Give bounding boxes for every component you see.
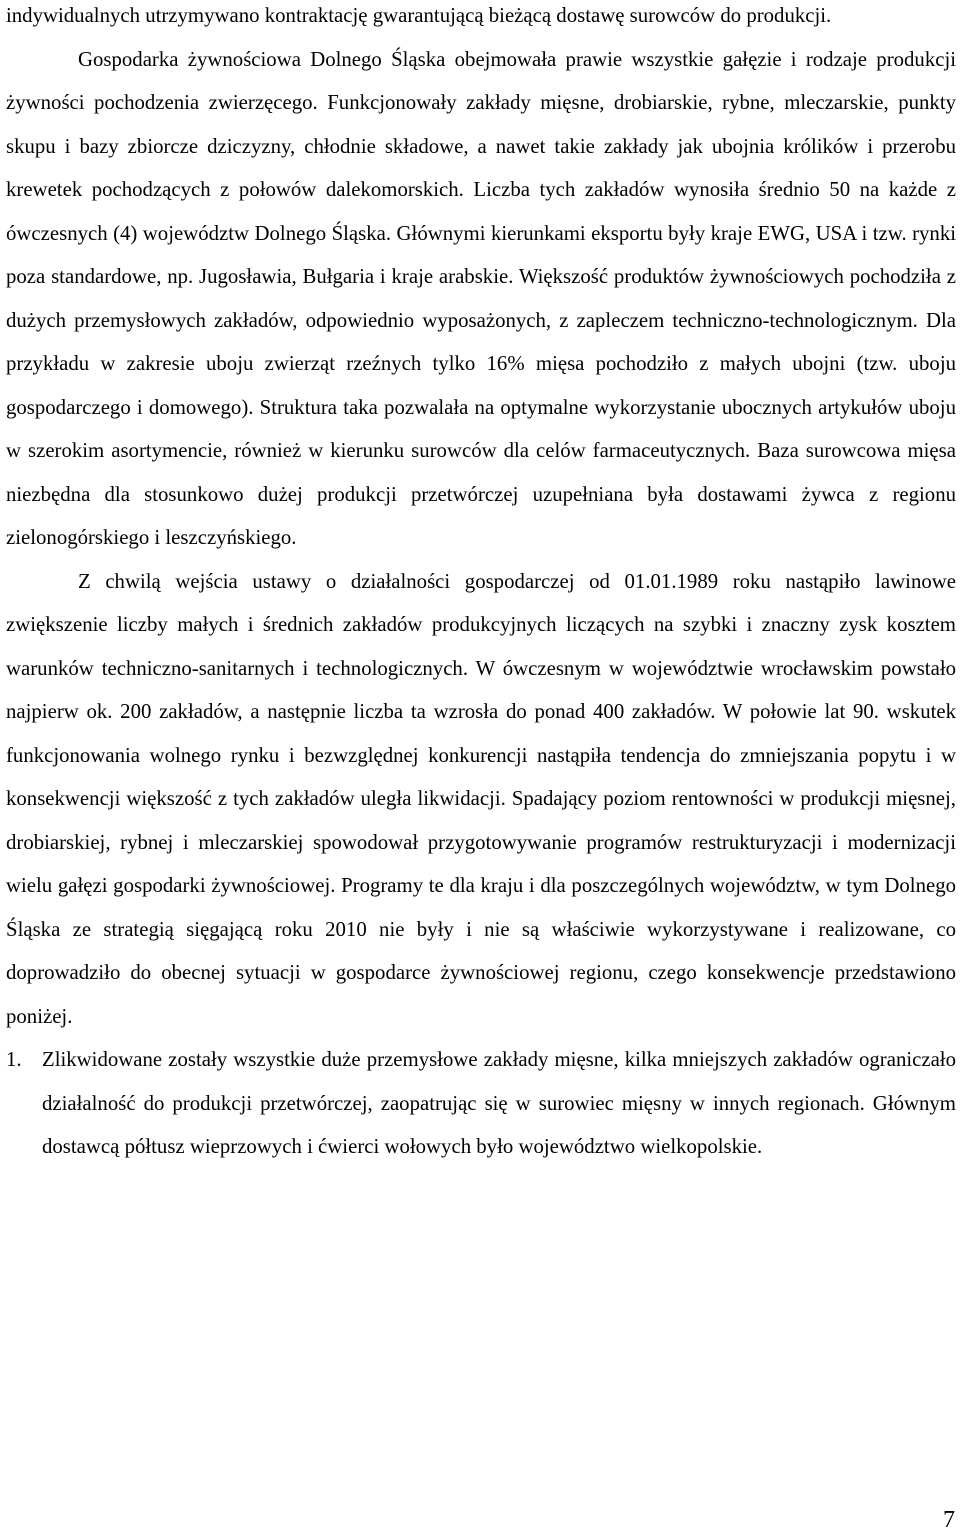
paragraph-continuation: indywidualnych utrzymywano kontraktację gwarantującą bieżącą dostawę surowców do produkcji. xyxy=(6,4,832,27)
paragraph-food-economy: Gospodarka żywnościowa Dolnego Śląska obejmowała prawie wszystkie gałęzie i rodzaje produkcji żywności pochodzenia zwierzęcego. Funkcjonowały zakłady mięsne, drobiarskie, rybne, mleczarskie, punkty skupu i bazy zbiorcze dziczyzny, chłodnie składowe, a nawet takie zakłady jak ubojnia królików i przerobu krewetek pochodzących z połowów dalekomorskich. Liczba tych zakładów wynosiła średnio 50 na każde z ówczesnych (4) województw Dolnego Śląska. Głównymi kierunkami eksportu były kraje EWG, USA i tzw. rynki poza standardowe, np. Jugosławia, Bułgaria i kraje arabskie. Większość produktów żywnościowych pochodziła z dużych przemysłowych zakładów, odpowiednio wyposażonych, z zapleczem techniczno-technologicznym. Dla przykładu w zakresie uboju zwierząt rzeźnych tylko 16% mięsa pochodziło z małych ubojni (tzw. uboju gospodarczego i domowego). Struktura taka pozwalała na optymalne wykorzystanie ubocznych artykułów uboju w szerokim asortymencie, również w kierunku surowców dla celów farmaceutycznych. Baza surowcowa mięsa niezbędna dla stosunkowo dużej produkcji przetwórczej uzupełniana była dostawami żywca z regionu zielonogórskiego i leszczyńskiego. xyxy=(6,47,956,549)
document-page xyxy=(6,0,956,1169)
list-item xyxy=(6,1038,956,1169)
list-item-number: 1. xyxy=(6,1048,22,1071)
paragraph-economic-activity-law: Z chwilą wejścia ustawy o działalności gospodarczej od 01.01.1989 roku nastąpiło lawinowe zwiększenie liczby małych i średnich zakładów produkcyjnych liczących na szybki i znaczny zysk kosztem warunków techniczno-sanitarnych i technologicznych. W ówczesnym w województwie wrocławskim powstało najpierw ok. 200 zakładów, a następnie liczba ta wzrosła do ponad 400 zakładów. W połowie lat 90. wskutek funkcjonowania wolnego rynku i bezwzględnej konkurencji nastąpiła tendencja do zmniejszania popytu i w konsekwencji większość z tych zakładów uległa likwidacji. Spadający poziom rentowności w produkcji mięsnej, drobiarskiej, rybnej i mleczarskiej spowodował przygotowywanie programów restrukturyzacji i modernizacji wielu gałęzi gospodarki żywnościowej. Programy te dla kraju i dla poszczególnych województw, w tym Dolnego Śląska ze strategią sięgającą roku 2010 nie były i nie są właściwie wykorzystywane i realizowane, co doprowadziło do obecnej sytuacji w gospodarce żywnościowej regionu, czego konsekwencje przedstawiono poniżej. xyxy=(6,569,956,1028)
list-item-text: Zlikwidowane zostały wszystkie duże przemysłowe zakłady mięsne, kilka mniejszych zakładów ograniczało działalność do produkcji przetwórczej, zaopatrując się w surowiec mięsny w innych regionach. Głównym dostawcą półtusz wieprzowych i ćwierci wołowych było województwo wielkopolskie. xyxy=(42,1048,956,1158)
page-number: 7 xyxy=(943,1507,955,1533)
